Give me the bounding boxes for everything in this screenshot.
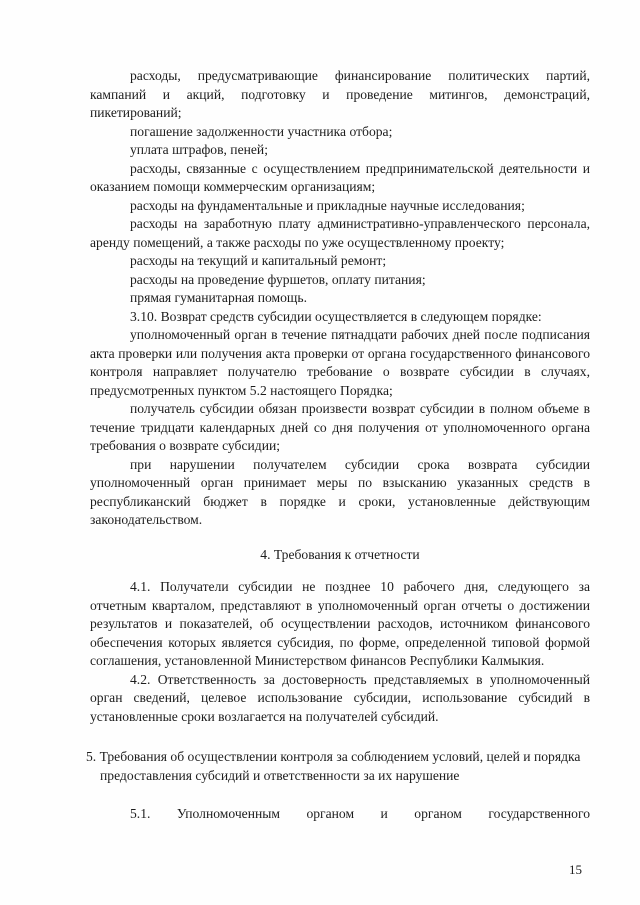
paragraph-fines: уплата штрафов, пеней; — [130, 142, 268, 157]
paragraph-catering-expenses: расходы на проведение фуршетов, оплату питания; — [130, 271, 426, 287]
paragraph-return-obligation: получатель субсидии обязан произвести возврат субсидии в полном объеме в течение тридцати календарных дней со дня получения от уполномоченного органа требования о возврате субсидии; — [90, 401, 590, 453]
page-number: 15 — [569, 862, 582, 877]
paragraph-humanitarian-aid: прямая гуманитарная помощь. — [130, 290, 307, 305]
paragraph-return-request: уполномоченный орган в течение пятнадцати рабочих дней после подписания акта проверки или получения акта проверки от органа государственного финансового контроля направляет получателю требование о возврате субсидии в случаях, предусмотренных пунктом 5.2 настоящего Порядка; — [90, 327, 590, 398]
paragraph-3-10: 3.10. Возврат средств субсидии осуществляется в следующем порядке: — [130, 308, 542, 324]
paragraph-business-expenses: расходы, связанные с осуществлением предпринимательской деятельности и оказанием помощи коммерческим организациям; — [90, 160, 590, 194]
paragraph-recovery-measures: при нарушении получателем субсидии срока возврата субсидии уполномоченный орган принимает меры по взысканию указанных средств в республиканский бюджет в порядке и сроки, установленные действующим законодательством. — [90, 456, 590, 527]
section-4-title: 4. Требования к отчетности — [260, 546, 420, 562]
paragraph-repair-expenses: расходы на текущий и капитальный ремонт; — [130, 253, 387, 268]
document-body — [86, 67, 590, 824]
paragraph-salary-expenses: расходы на заработную плату административно-управленческого персонала, аренду помещений, а также расходы по уже осуществленному проекту; — [90, 216, 590, 250]
paragraph-5-1-start: 5.1. Уполномоченным органом и органом государственного — [130, 806, 590, 821]
paragraph-4-1: 4.1. Получатели субсидии не позднее 10 рабочего дня, следующего за отчетным кварталом, представляют в уполномоченный орган отчеты о достижении результатов и показателей, об осуществлении расходов, источником финансового обеспечения которых является субсидия, по форме, определенной типовой формой соглашения, установленной Министерством финансов Республики Калмыкия. — [90, 579, 590, 668]
paragraph-4-2: 4.2. Ответственность за достоверность представляемых в уполномоченный орган сведений, целевое использование субсидии, использование субсидий в установленные сроки возлагается на получателей субсидий. — [90, 671, 590, 724]
paragraph-research-expenses: расходы на фундаментальные и прикладные научные исследования; — [130, 197, 525, 213]
section-5-title: 5. Требования об осуществлении контроля за соблюдением условий, целей и порядка предоставления субсидий и ответственности за их нарушение — [86, 749, 581, 783]
paragraph-political-expenses: расходы, предусматривающие финансирование политических партий, кампаний и акций, подготовку и проведение митингов, демонстраций, пикетирований; — [90, 68, 590, 120]
paragraph-debt-repayment: погашение задолженности участника отбора; — [130, 123, 393, 139]
